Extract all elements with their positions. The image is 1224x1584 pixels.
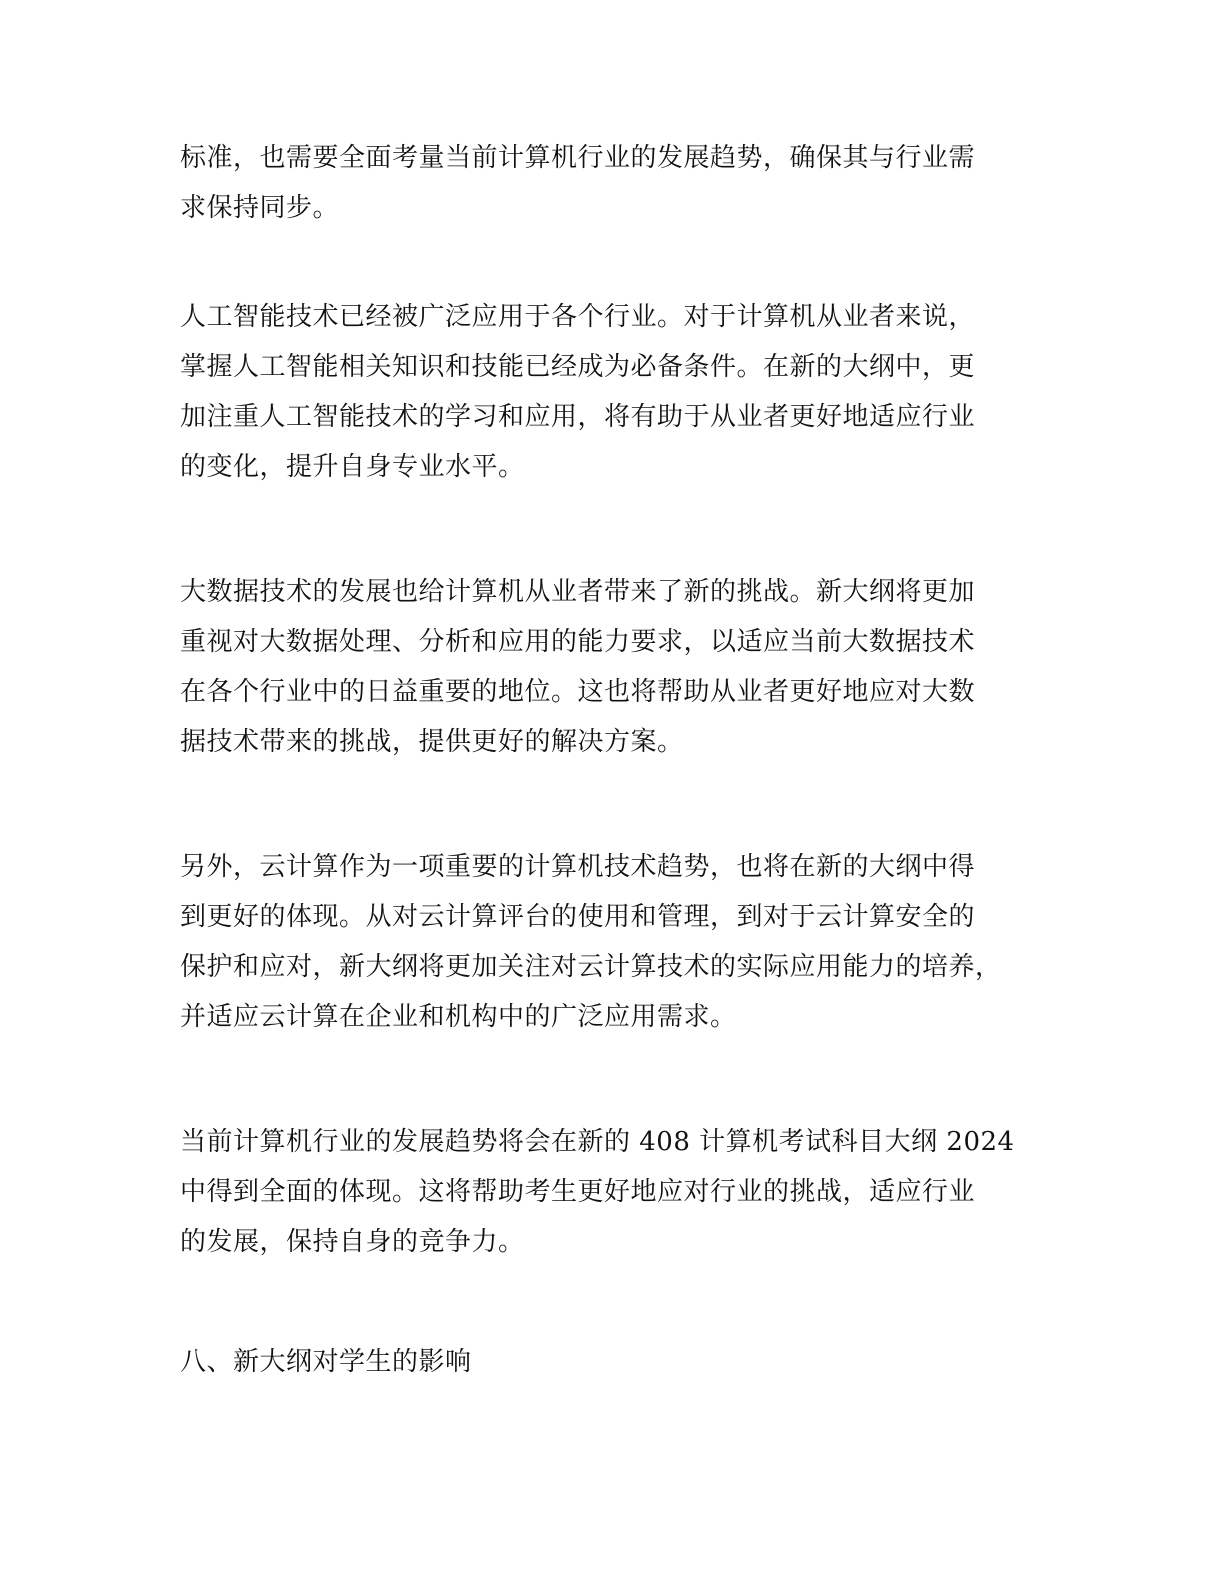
paragraph-line: 的变化，提升自身专业水平。 — [180, 452, 525, 482]
paragraph-line: 掌握人工智能相关知识和技能已经成为必备条件。在新的大纲中，更 — [180, 352, 976, 382]
paragraph-line: 中得到全面的体现。这将帮助考生更好地应对行业的挑战，适应行业 — [180, 1177, 976, 1207]
paragraph-line: 人工智能技术已经被广泛应用于各个行业。对于计算机从业者来说， — [180, 302, 976, 332]
paragraph-line: 在各个行业中的日益重要的地位。这也将帮助从业者更好地应对大数 — [180, 677, 976, 707]
paragraph-line: 加注重人工智能技术的学习和应用，将有助于从业者更好地适应行业 — [180, 402, 976, 432]
paragraph-4 — [180, 842, 1060, 1042]
paragraph-5 — [180, 1117, 1060, 1267]
paragraph-line: 重视对大数据处理、分析和应用的能力要求，以适应当前大数据技术 — [180, 627, 976, 657]
paragraph-line: 保护和应对，新大纲将更加关注对云计算技术的实际应用能力的培养， — [180, 952, 1002, 982]
paragraph-line: 标准，也需要全面考量当前计算机行业的发展趋势，确保其与行业需 — [180, 143, 976, 173]
section-heading-text: 八、新大纲对学生的影响 — [180, 1347, 472, 1377]
paragraph-line: 另外，云计算作为一项重要的计算机技术趋势，也将在新的大纲中得 — [180, 852, 976, 882]
paragraph-line: 据技术带来的挑战，提供更好的解决方案。 — [180, 727, 684, 757]
paragraph-line: 求保持同步。 — [180, 193, 340, 223]
paragraph-2 — [180, 292, 1060, 492]
section-heading — [180, 1337, 1060, 1387]
paragraph-line: 到更好的体现。从对云计算评台的使用和管理，到对于云计算安全的 — [180, 902, 976, 932]
paragraph-line: 大数据技术的发展也给计算机从业者带来了新的挑战。新大纲将更加 — [180, 577, 976, 607]
paragraph-line: 当前计算机行业的发展趋势将会在新的 408 计算机考试科目大纲 2024 — [180, 1127, 1015, 1157]
paragraph-line: 并适应云计算在企业和机构中的广泛应用需求。 — [180, 1002, 737, 1032]
paragraph-3 — [180, 567, 1060, 767]
paragraph-1 — [180, 133, 1060, 233]
paragraph-line: 的发展，保持自身的竞争力。 — [180, 1227, 525, 1257]
